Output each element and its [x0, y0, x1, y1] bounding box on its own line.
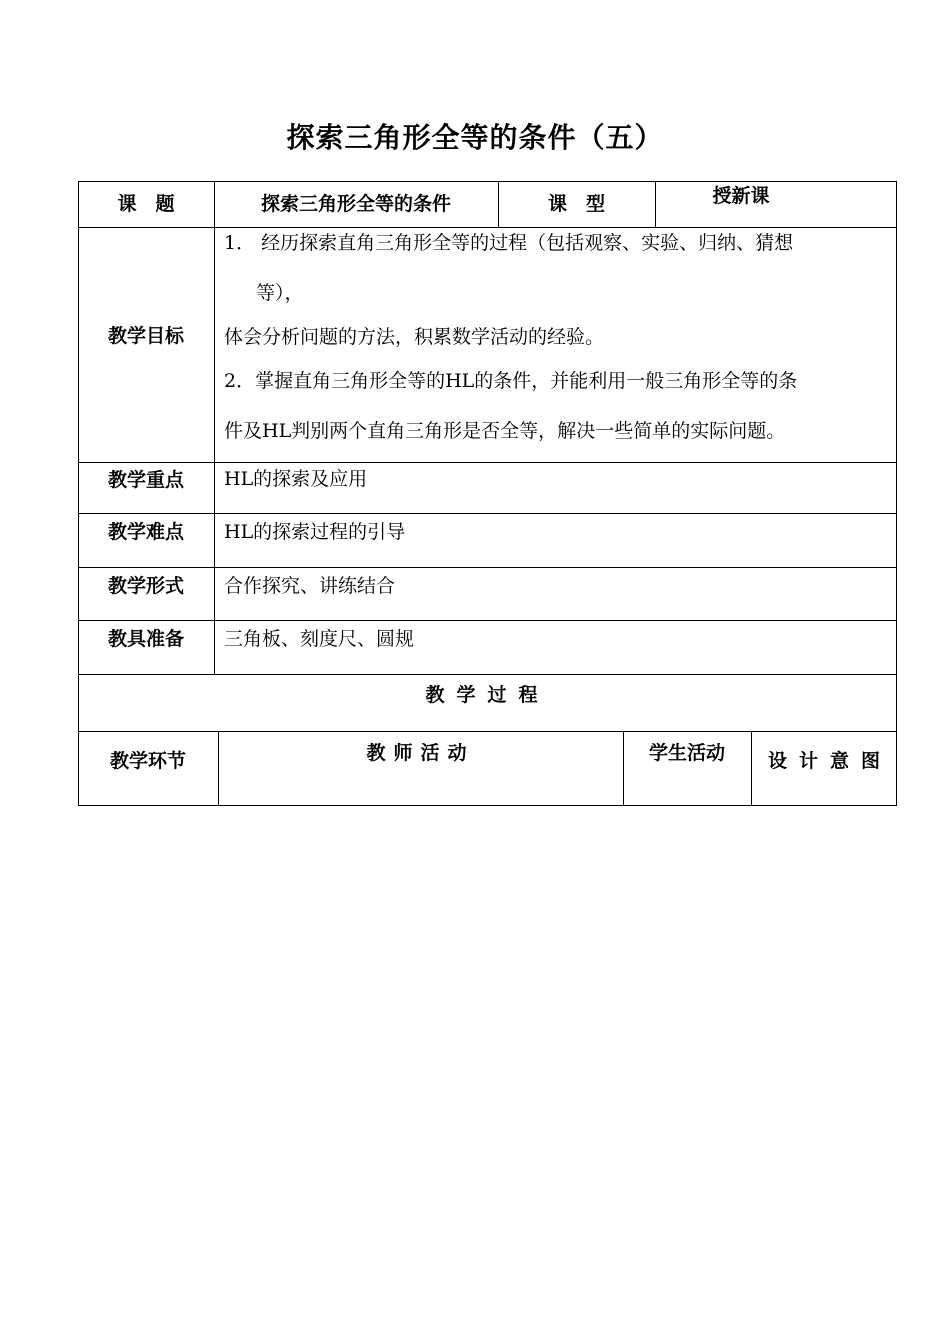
objective-line: 等），	[256, 282, 304, 304]
tools-label: 教具准备	[107, 628, 184, 650]
process-col-teacher: 教师活动	[366, 742, 475, 764]
col-divider	[214, 181, 215, 674]
topic-value: 探索三角形全等的条件	[260, 193, 451, 215]
page-title: 探索三角形全等的条件（五）	[286, 121, 664, 154]
row-divider	[78, 674, 897, 675]
process-col-intent: 设计意图	[767, 750, 892, 772]
type-label: 课 型	[547, 193, 605, 215]
objective-line: 2．掌握直角三角形全等的HL的条件，并能利用一般三角形全等的条	[224, 370, 798, 392]
difficulty-label: 教学难点	[107, 521, 184, 543]
row-divider	[78, 462, 897, 463]
objectives-label: 教学目标	[107, 325, 184, 347]
tools-value: 三角板、刻度尺、圆规	[224, 628, 415, 650]
objective-line: 1． 经历探索直角三角形全等的过程（包括观察、实验、归纳、猜想	[224, 232, 794, 254]
key-point-label: 教学重点	[107, 469, 184, 491]
row-divider	[78, 227, 897, 228]
row-divider	[78, 620, 897, 621]
row-divider	[78, 567, 897, 568]
row-divider	[78, 513, 897, 514]
difficulty-value: HL的探索过程的引导	[224, 521, 406, 543]
type-value: 授新课	[712, 185, 770, 207]
key-point-value: HL的探索及应用	[224, 468, 368, 490]
topic-label: 课 题	[117, 193, 175, 215]
form-label: 教学形式	[107, 575, 184, 597]
form-value: 合作探究、讲练结合	[224, 575, 396, 597]
process-col-student: 学生活动	[648, 742, 725, 764]
objective-line: 件及HL判别两个直角三角形是否全等，解决一些简单的实际问题。	[224, 420, 786, 442]
row-divider	[78, 731, 897, 732]
lesson-plan-table	[78, 181, 897, 806]
process-header: 教学过程	[425, 684, 550, 706]
process-col-stage: 教学环节	[109, 750, 186, 772]
objective-line: 体会分析问题的方法，积累数学活动的经验。	[224, 326, 605, 348]
